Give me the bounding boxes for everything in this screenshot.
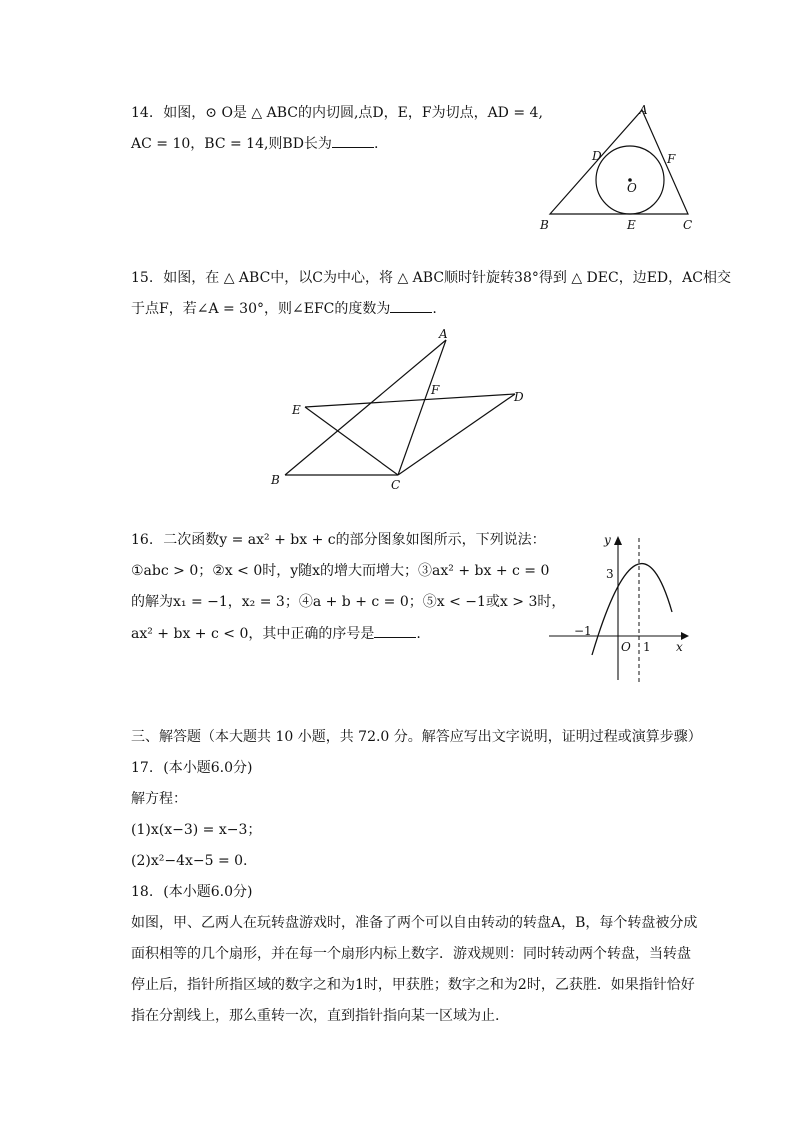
q18-text-line1: 如图，甲、乙两人在玩转盘游戏时，准备了两个可以自由转动的转盘A，B，每个转盘被分成 [131, 915, 698, 931]
tick-label-neg1: −1 [574, 624, 592, 638]
label-b: B [540, 218, 549, 232]
q15-line1 [131, 268, 731, 288]
q16-line2 [131, 561, 549, 581]
label-c: C [683, 218, 693, 232]
label-a: A [639, 103, 648, 117]
label-o: O [627, 181, 637, 195]
q16-text-line4: ax² + bx + c < 0，其中正确的序号是 [131, 626, 375, 642]
label-d: D [592, 149, 602, 163]
q18-score: (本小题6.0分) [163, 884, 253, 900]
x-axis-arrow-icon [681, 632, 689, 640]
q17-equation-2: (2)x²−4x−5 = 0. [131, 853, 248, 869]
q18-number: 18. [131, 884, 154, 900]
q16-line4 [131, 623, 421, 644]
q18-text-line2: 面积相等的几个扇形，并在每一个扇形内标上数字．游戏规则：同时转动两个转盘，当转盘 [131, 946, 691, 962]
label-c: C [391, 478, 401, 492]
q17-prompt: 解方程： [131, 791, 187, 807]
q14-incircle-figure [530, 98, 700, 238]
q14-line1 [131, 103, 543, 123]
q16-text-line2: ①abc > 0；②x < 0时，y随x的增大而增大；③ax² + bx + c = 0 [131, 563, 550, 579]
y-axis-label: y [604, 533, 611, 547]
q15-number: 15. [131, 270, 154, 286]
q16-text-line4-end: . [416, 626, 421, 642]
q14-line2 [131, 133, 378, 154]
label-d: D [514, 390, 524, 404]
parabola-curve [592, 564, 672, 655]
y-axis-arrow-icon [614, 536, 622, 545]
q15-text-line2-end: . [432, 301, 437, 317]
label-a: A [439, 327, 448, 341]
q15-answer-blank[interactable] [390, 298, 432, 313]
q16-number: 16. [131, 532, 154, 548]
q15-text-line1: 如图，在 △ ABC中，以C为中心，将 △ ABC顺时针旋转38°得到 △ DEC，边ED，AC相交 [163, 270, 731, 286]
q15-rotation-figure [265, 322, 535, 492]
q17-score: (本小题6.0分) [163, 760, 253, 776]
q16-line3 [131, 592, 565, 612]
q16-answer-blank[interactable] [374, 623, 416, 638]
q15-text-line2: 于点F，若∠A = 30°，则∠EFC的度数为 [131, 301, 391, 317]
tick-label-3: 3 [606, 567, 614, 581]
label-f: F [431, 383, 440, 397]
q18-text-line3: 停止后，指针所指区域的数字之和为1时，甲获胜；数字之和为2时，乙获胜．如果指针恰好 [131, 977, 695, 993]
tick-label-1: 1 [643, 640, 651, 654]
q14-text-line2: AC = 10，BC = 14,则BD长为 [131, 136, 332, 152]
q16-text-line3: 的解为x₁ = −1，x₂ = 3；④a + b + c = 0；⑤x < −1或x > 3时， [131, 594, 566, 610]
section3-title: 三、解答题（本大题共 10 小题，共 72.0 分。解答应写出文字说明，证明过程或演算步骤） [131, 729, 702, 745]
q17-header [131, 758, 252, 778]
q17-number: 17. [131, 760, 154, 776]
q14-text-line1: 如图，⊙ O是 △ ABC的内切圆,点D，E，F为切点，AD = 4, [163, 105, 543, 121]
q14-answer-blank[interactable] [332, 133, 374, 148]
q18-header [131, 882, 252, 902]
q15-line2 [131, 298, 437, 319]
label-e: E [292, 403, 301, 417]
q14-number: 14. [131, 105, 154, 121]
label-b: B [271, 473, 280, 487]
label-e: E [627, 218, 636, 232]
q18-text-line4: 指在分割线上，那么重转一次，直到指针指向某一区域为止. [131, 1008, 500, 1024]
x-axis-label: x [676, 640, 683, 654]
q16-line1 [131, 530, 546, 550]
q16-text-line1: 二次函数y = ax² + bx + c的部分图象如图所示，下列说法： [163, 532, 546, 548]
origin-label: O [621, 640, 631, 654]
q16-parabola-figure [545, 530, 695, 690]
q14-text-line2-end: . [373, 136, 379, 152]
label-f: F [667, 152, 676, 166]
q17-equation-1: (1)x(x−3) = x−3； [131, 822, 262, 838]
